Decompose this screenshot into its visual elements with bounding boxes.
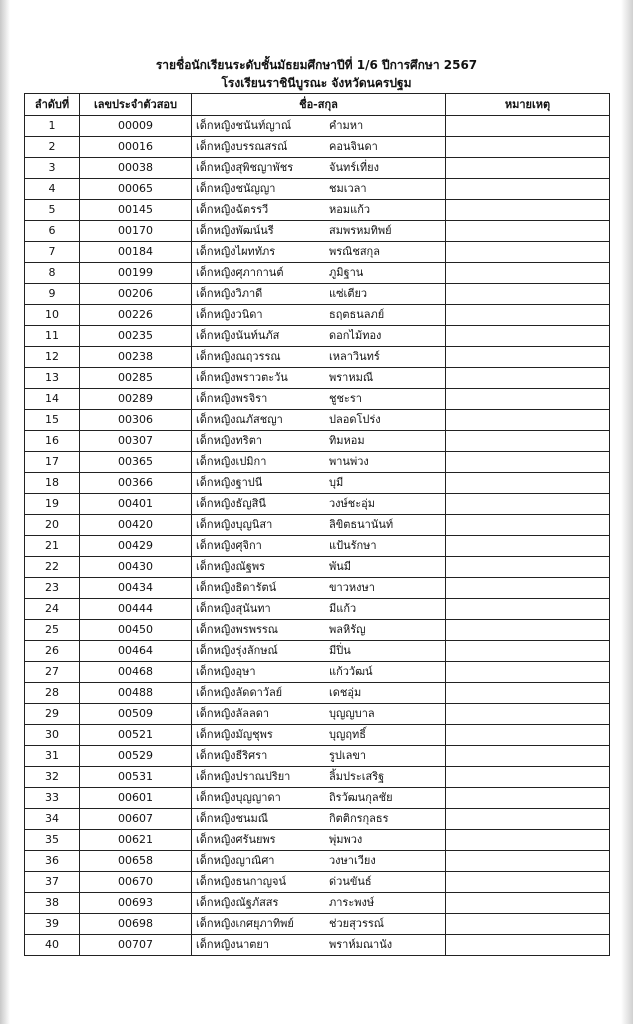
remark — [446, 326, 610, 347]
row-number: 37 — [25, 872, 80, 893]
exam-id: 00038 — [80, 158, 192, 179]
row-number: 5 — [25, 200, 80, 221]
row-number: 39 — [25, 914, 80, 935]
last-name: ลิ้มประเสริฐ — [329, 770, 385, 783]
table-row — [25, 578, 610, 599]
student-name — [192, 494, 446, 515]
first-name: เด็กหญิงชนัญญา — [196, 182, 276, 195]
exam-id: 00670 — [80, 872, 192, 893]
first-name: เด็กหญิงธนกาญจน์ — [196, 875, 286, 888]
exam-id: 00184 — [80, 242, 192, 263]
first-name: เด็กหญิงพรจิรา — [196, 392, 268, 405]
row-number: 35 — [25, 830, 80, 851]
exam-id: 00365 — [80, 452, 192, 473]
first-name: เด็กหญิงนันท์นภัส — [196, 329, 280, 342]
row-number: 40 — [25, 935, 80, 956]
last-name: เดชอุ่ม — [329, 686, 362, 699]
table-row — [25, 830, 610, 851]
header-remark: หมายเหตุ — [446, 94, 610, 116]
row-number: 25 — [25, 620, 80, 641]
last-name: แก้ววัฒน์ — [329, 665, 373, 678]
last-name: พานพ่วง — [329, 455, 369, 468]
remark — [446, 347, 610, 368]
exam-id: 00199 — [80, 263, 192, 284]
header-exam-id: เลขประจำตัวสอบ — [80, 94, 192, 116]
row-number: 22 — [25, 557, 80, 578]
first-name: เด็กหญิงบุญญาดา — [196, 791, 281, 804]
last-name: รูปเลขา — [329, 749, 367, 762]
first-name: เด็กหญิงบรรณสรณ์ — [196, 140, 288, 153]
row-number: 8 — [25, 263, 80, 284]
exam-id: 00444 — [80, 599, 192, 620]
first-name: เด็กหญิงลัลลดา — [196, 707, 270, 720]
exam-id: 00226 — [80, 305, 192, 326]
last-name: ชมเวลา — [329, 182, 367, 195]
student-name — [192, 515, 446, 536]
exam-id: 00285 — [80, 368, 192, 389]
exam-id: 00235 — [80, 326, 192, 347]
student-list-table — [24, 93, 610, 956]
document-title: รายชื่อนักเรียนระดับชั้นมัธยมศึกษาปีที่ 1/6 ปีการศึกษา 2567 — [155, 58, 478, 72]
student-name — [192, 536, 446, 557]
first-name: เด็กหญิงชนมณี — [196, 812, 268, 825]
last-name: บุมี — [329, 476, 344, 489]
row-number: 11 — [25, 326, 80, 347]
table-row — [25, 767, 610, 788]
exam-id: 00306 — [80, 410, 192, 431]
row-number: 9 — [25, 284, 80, 305]
row-number: 16 — [25, 431, 80, 452]
row-number: 30 — [25, 725, 80, 746]
remark — [446, 851, 610, 872]
student-name — [192, 935, 446, 956]
last-name: พลหิรัญ — [329, 623, 366, 636]
first-name: เด็กหญิงพัฒน์นรี — [196, 224, 274, 237]
table-row — [25, 893, 610, 914]
first-name: เด็กหญิงทริตา — [196, 434, 263, 447]
first-name: เด็กหญิงธิดารัตน์ — [196, 581, 277, 594]
last-name: ภาระพงษ์ — [329, 896, 375, 909]
last-name: พรณิชสกุล — [329, 245, 380, 258]
remark — [446, 452, 610, 473]
student-name — [192, 368, 446, 389]
remark — [446, 620, 610, 641]
first-name: เด็กหญิงปราณปริยา — [196, 770, 291, 783]
exam-id: 00601 — [80, 788, 192, 809]
first-name: เด็กหญิงศุจิกา — [196, 539, 262, 552]
table-row — [25, 704, 610, 725]
first-name: เด็กหญิงอุษา — [196, 665, 256, 678]
student-name — [192, 725, 446, 746]
table-row — [25, 221, 610, 242]
student-name — [192, 704, 446, 725]
remark — [446, 200, 610, 221]
student-name — [192, 452, 446, 473]
table-row — [25, 725, 610, 746]
exam-id: 00429 — [80, 536, 192, 557]
last-name: กิตติกรกุลธร — [329, 812, 389, 825]
student-name — [192, 872, 446, 893]
table-row — [25, 137, 610, 158]
header-name: ชื่อ-สกุล — [192, 94, 446, 116]
remark — [446, 809, 610, 830]
table-row — [25, 116, 610, 137]
table-row — [25, 536, 610, 557]
last-name: สมพรหมทิพย์ — [329, 224, 392, 237]
student-name — [192, 557, 446, 578]
table-row — [25, 683, 610, 704]
exam-id: 00430 — [80, 557, 192, 578]
student-name — [192, 305, 446, 326]
student-name — [192, 200, 446, 221]
first-name: เด็กหญิงณภัสชญา — [196, 413, 283, 426]
exam-id: 00206 — [80, 284, 192, 305]
exam-id: 00434 — [80, 578, 192, 599]
last-name: คอนจินดา — [329, 140, 378, 153]
remark — [446, 536, 610, 557]
first-name: เด็กหญิงพรพรรณ — [196, 623, 278, 636]
first-name: เด็กหญิงณฤวรรณ — [196, 350, 281, 363]
remark — [446, 305, 610, 326]
row-number: 27 — [25, 662, 80, 683]
student-name — [192, 284, 446, 305]
first-name: เด็กหญิงฉัตรรวี — [196, 203, 269, 216]
student-name — [192, 641, 446, 662]
exam-id: 00016 — [80, 137, 192, 158]
row-number: 13 — [25, 368, 80, 389]
remark — [446, 368, 610, 389]
row-number: 31 — [25, 746, 80, 767]
first-name: เด็กหญิงนาตยา — [196, 938, 270, 951]
first-name: เด็กหญิงญาณิศา — [196, 854, 275, 867]
table-header-row — [25, 94, 610, 116]
table-row — [25, 473, 610, 494]
row-number: 14 — [25, 389, 80, 410]
table-body — [25, 116, 610, 956]
student-name — [192, 158, 446, 179]
table-row — [25, 263, 610, 284]
row-number: 20 — [25, 515, 80, 536]
exam-id: 00289 — [80, 389, 192, 410]
remark — [446, 431, 610, 452]
last-name: แป้นรักษา — [329, 539, 377, 552]
row-number: 24 — [25, 599, 80, 620]
last-name: ธฤตธนลภย์ — [329, 308, 385, 321]
remark — [446, 830, 610, 851]
last-name: วงษ์ชะอุ่ม — [329, 497, 376, 510]
table-row — [25, 494, 610, 515]
student-name — [192, 263, 446, 284]
remark — [446, 494, 610, 515]
last-name: บุญฤทธิ์ — [329, 728, 366, 741]
student-name — [192, 578, 446, 599]
exam-id: 00509 — [80, 704, 192, 725]
last-name: พราหมณี — [329, 371, 374, 384]
exam-id: 00420 — [80, 515, 192, 536]
table-row — [25, 200, 610, 221]
student-name — [192, 347, 446, 368]
first-name: เด็กหญิงมัญชุพร — [196, 728, 273, 741]
last-name: ขาวหงษา — [329, 581, 375, 594]
student-name — [192, 662, 446, 683]
exam-id: 00366 — [80, 473, 192, 494]
first-name: เด็กหญิงบุญนิสา — [196, 518, 273, 531]
remark — [446, 221, 610, 242]
first-name: เด็กหญิงฐาปนี — [196, 476, 263, 489]
last-name: คำมหา — [329, 119, 364, 132]
exam-id: 00693 — [80, 893, 192, 914]
student-name — [192, 851, 446, 872]
row-number: 4 — [25, 179, 80, 200]
exam-id: 00065 — [80, 179, 192, 200]
remark — [446, 515, 610, 536]
row-number: 6 — [25, 221, 80, 242]
last-name: ช่วยสุวรรณ์ — [329, 917, 384, 930]
exam-id: 00529 — [80, 746, 192, 767]
student-name — [192, 179, 446, 200]
row-number: 21 — [25, 536, 80, 557]
row-number: 12 — [25, 347, 80, 368]
exam-id: 00531 — [80, 767, 192, 788]
exam-id: 00009 — [80, 116, 192, 137]
first-name: เด็กหญิงลัดดาวัลย์ — [196, 686, 283, 699]
remark — [446, 641, 610, 662]
table-row — [25, 431, 610, 452]
table-row — [25, 452, 610, 473]
header-no: ลำดับที่ — [25, 94, 80, 116]
remark — [446, 872, 610, 893]
row-number: 10 — [25, 305, 80, 326]
row-number: 36 — [25, 851, 80, 872]
row-number: 7 — [25, 242, 80, 263]
row-number: 26 — [25, 641, 80, 662]
exam-id: 00238 — [80, 347, 192, 368]
last-name: จันทร์เที่ยง — [329, 161, 379, 174]
row-number: 38 — [25, 893, 80, 914]
student-name — [192, 410, 446, 431]
table-row — [25, 557, 610, 578]
table-row — [25, 368, 610, 389]
last-name: บุญญบาล — [329, 707, 375, 720]
student-name — [192, 746, 446, 767]
row-number: 1 — [25, 116, 80, 137]
first-name: เด็กหญิงไผททัภร — [196, 245, 276, 258]
exam-id: 00468 — [80, 662, 192, 683]
row-number: 2 — [25, 137, 80, 158]
table-row — [25, 872, 610, 893]
student-name — [192, 473, 446, 494]
last-name: แซ่เตียว — [329, 287, 368, 300]
last-name: มีแก้ว — [329, 602, 357, 615]
remark — [446, 158, 610, 179]
table-row — [25, 179, 610, 200]
table-row — [25, 347, 610, 368]
remark — [446, 137, 610, 158]
table-row — [25, 410, 610, 431]
table-row — [25, 620, 610, 641]
exam-id: 00401 — [80, 494, 192, 515]
row-number: 15 — [25, 410, 80, 431]
last-name: ชูชะรา — [329, 392, 362, 405]
student-name — [192, 620, 446, 641]
student-name — [192, 599, 446, 620]
student-name — [192, 683, 446, 704]
first-name: เด็กหญิงรุ่งลักษณ์ — [196, 644, 278, 657]
student-name — [192, 809, 446, 830]
row-number: 34 — [25, 809, 80, 830]
exam-id: 00307 — [80, 431, 192, 452]
row-number: 19 — [25, 494, 80, 515]
exam-id: 00621 — [80, 830, 192, 851]
first-name: เด็กหญิงณัฐภัสสร — [196, 896, 279, 909]
remark — [446, 284, 610, 305]
remark — [446, 914, 610, 935]
first-name: เด็กหญิงณัฐพร — [196, 560, 265, 573]
row-number: 33 — [25, 788, 80, 809]
remark — [446, 662, 610, 683]
remark — [446, 242, 610, 263]
exam-id: 00488 — [80, 683, 192, 704]
student-name — [192, 389, 446, 410]
remark — [446, 557, 610, 578]
last-name: ภูมิฐาน — [329, 266, 364, 279]
last-name: วงษาเวียง — [329, 854, 376, 867]
row-number: 18 — [25, 473, 80, 494]
first-name: เด็กหญิงธีริศรา — [196, 749, 268, 762]
student-name — [192, 830, 446, 851]
student-name — [192, 767, 446, 788]
page-shadow-left — [0, 0, 10, 1024]
exam-id: 00521 — [80, 725, 192, 746]
exam-id: 00170 — [80, 221, 192, 242]
first-name: เด็กหญิงศุภากานต์ — [196, 266, 284, 279]
remark — [446, 767, 610, 788]
table-row — [25, 242, 610, 263]
exam-id: 00450 — [80, 620, 192, 641]
remark — [446, 935, 610, 956]
last-name: ดอกไม้ทอง — [329, 329, 382, 342]
first-name: เด็กหญิงเกศยุภาทิพย์ — [196, 917, 294, 930]
exam-id: 00707 — [80, 935, 192, 956]
exam-id: 00464 — [80, 641, 192, 662]
last-name: ทิมหอม — [329, 434, 365, 447]
student-name — [192, 326, 446, 347]
table-row — [25, 515, 610, 536]
remark — [446, 179, 610, 200]
row-number: 28 — [25, 683, 80, 704]
first-name: เด็กหญิงสุนันทา — [196, 602, 271, 615]
exam-id: 00698 — [80, 914, 192, 935]
table-row — [25, 641, 610, 662]
student-name — [192, 431, 446, 452]
table-row — [25, 389, 610, 410]
school-name: โรงเรียนราชินีบูรณะ จังหวัดนครปฐม — [221, 76, 412, 90]
remark — [446, 683, 610, 704]
student-name — [192, 116, 446, 137]
page-shadow-right — [621, 0, 633, 1024]
student-name — [192, 137, 446, 158]
exam-id: 00607 — [80, 809, 192, 830]
remark — [446, 704, 610, 725]
first-name: เด็กหญิงวนิดา — [196, 308, 263, 321]
student-name — [192, 893, 446, 914]
remark — [446, 725, 610, 746]
row-number: 23 — [25, 578, 80, 599]
row-number: 3 — [25, 158, 80, 179]
student-name — [192, 788, 446, 809]
table-row — [25, 935, 610, 956]
first-name: เด็กหญิงชนันท์ญาณ์ — [196, 119, 292, 132]
remark — [446, 893, 610, 914]
remark — [446, 746, 610, 767]
first-name: เด็กหญิงวิภาดี — [196, 287, 263, 300]
table-row — [25, 662, 610, 683]
table-row — [25, 851, 610, 872]
table-row — [25, 158, 610, 179]
table-row — [25, 326, 610, 347]
table-row — [25, 599, 610, 620]
row-number: 29 — [25, 704, 80, 725]
last-name: พุ่มพวง — [329, 833, 363, 846]
first-name: เด็กหญิงพราวตะวัน — [196, 371, 288, 384]
student-name — [192, 242, 446, 263]
last-name: พราห์มณานัง — [329, 938, 393, 951]
student-name — [192, 914, 446, 935]
table-row — [25, 809, 610, 830]
table-row — [25, 305, 610, 326]
exam-id: 00145 — [80, 200, 192, 221]
remark — [446, 578, 610, 599]
first-name: เด็กหญิงศรันยพร — [196, 833, 276, 846]
first-name: เด็กหญิงสุพิชญาพัชร — [196, 161, 294, 174]
remark — [446, 389, 610, 410]
remark — [446, 788, 610, 809]
student-name — [192, 221, 446, 242]
exam-id: 00658 — [80, 851, 192, 872]
remark — [446, 263, 610, 284]
last-name: ปลอดโปร่ง — [329, 413, 381, 426]
table-row — [25, 788, 610, 809]
remark — [446, 116, 610, 137]
remark — [446, 473, 610, 494]
last-name: ลิขิตธนานันท์ — [329, 518, 394, 531]
row-number: 17 — [25, 452, 80, 473]
table-row — [25, 914, 610, 935]
table-row — [25, 746, 610, 767]
table-row — [25, 284, 610, 305]
last-name: หอมแก้ว — [329, 203, 371, 216]
first-name: เด็กหญิงธัญสินี — [196, 497, 266, 510]
last-name: เหลาวินทร์ — [329, 350, 380, 363]
last-name: ถิรวัฒนกุลชัย — [329, 791, 393, 804]
first-name: เด็กหญิงเปมิกา — [196, 455, 267, 468]
last-name: พันมี — [329, 560, 352, 573]
row-number: 32 — [25, 767, 80, 788]
last-name: มีปิ่น — [329, 644, 351, 657]
remark — [446, 599, 610, 620]
last-name: ด่วนขันธ์ — [329, 875, 372, 888]
remark — [446, 410, 610, 431]
